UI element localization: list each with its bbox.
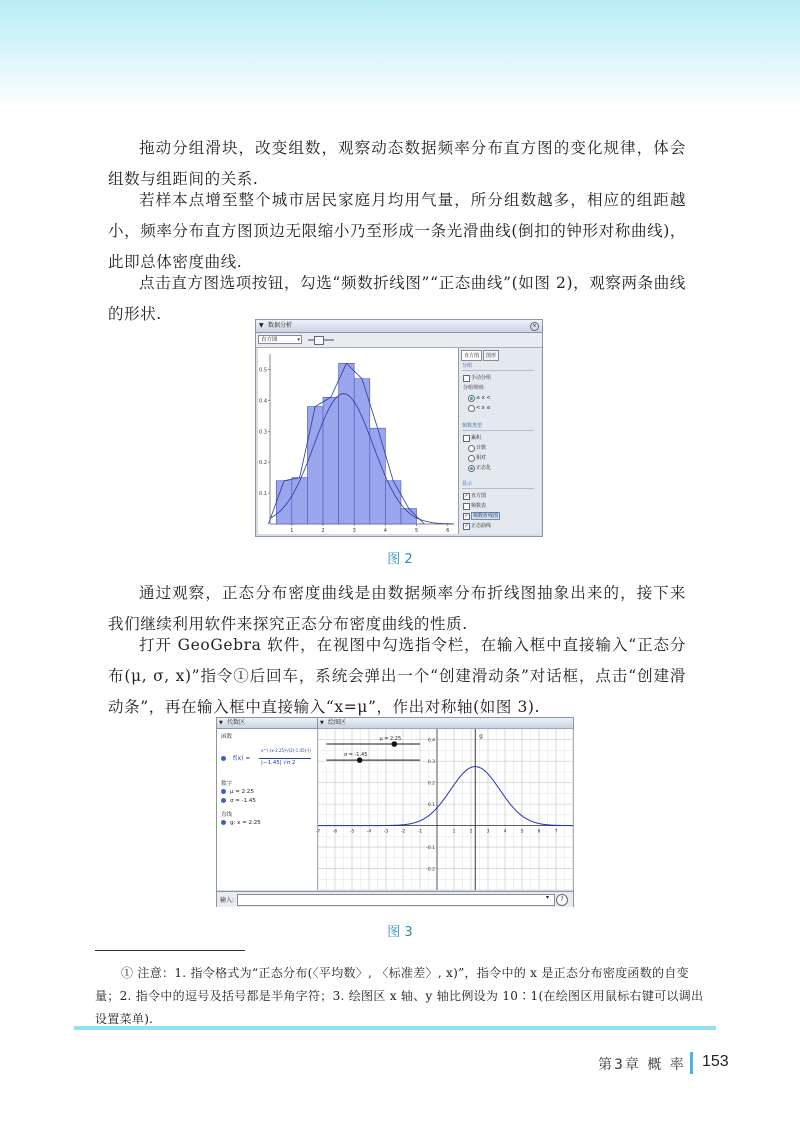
input-label: 输入: bbox=[220, 897, 235, 904]
line-header: 直线 bbox=[221, 812, 233, 818]
page-number: 153 bbox=[702, 1053, 729, 1070]
histogram-bar bbox=[385, 481, 401, 524]
x-tick-label: -1 bbox=[417, 829, 423, 835]
show-histogram-checkbox[interactable] bbox=[462, 491, 534, 501]
histogram-bar bbox=[339, 363, 355, 524]
show-normal-curve-checkbox[interactable] bbox=[462, 521, 534, 531]
histogram-bar bbox=[276, 481, 292, 524]
options-tabs bbox=[461, 350, 500, 361]
visibility-dot-icon[interactable] bbox=[221, 756, 226, 761]
func-denominator: |−1.45| √π 2 bbox=[261, 760, 296, 766]
display-option-label: 直方图 bbox=[471, 493, 487, 499]
x-tick-label: -4 bbox=[366, 829, 372, 835]
slider-label: σ = -1.45 bbox=[343, 752, 368, 759]
x-tick-label: 2 bbox=[321, 528, 325, 534]
paragraph-5: 打开 GeoGebra 软件，在视图中勾选指令栏，在输入框中直接输入“正态分布(μ, σ, x)”指令①后回车，系统会弹出一个“创建滑动条”对话框，点击“创建滑动条”，再在输入框中直接输入“x=μ”，作出对称轴(如图 3). bbox=[108, 636, 686, 716]
display-option-label: 频数表 bbox=[471, 503, 487, 509]
manual-group-label: 手动分组 bbox=[471, 375, 492, 381]
freq-option-label: 正态化 bbox=[476, 465, 492, 471]
visibility-dot-icon[interactable] bbox=[221, 798, 226, 803]
y-tick-label: 0.1 bbox=[427, 803, 435, 809]
chapter-label: 第3章 概 率 bbox=[598, 1057, 686, 1073]
rule-option-1[interactable] bbox=[462, 393, 534, 403]
algebra-titlebar bbox=[217, 718, 317, 729]
y-tick-label: 0.2 bbox=[259, 460, 267, 467]
graphics-view bbox=[315, 718, 573, 890]
x-tick-label: 3 bbox=[486, 829, 490, 835]
mu-item-text: μ = 2.25 bbox=[230, 789, 254, 795]
histogram-bar bbox=[307, 407, 323, 524]
rule-option-label: < x ≤ bbox=[476, 405, 491, 411]
checkbox-icon: ✓ bbox=[464, 493, 469, 499]
footer-rule bbox=[74, 1026, 716, 1030]
window-title: 数据分析 bbox=[268, 322, 293, 329]
line-item[interactable] bbox=[221, 820, 261, 826]
sigma-item-text: σ = -1.45 bbox=[230, 798, 256, 804]
y-tick-label: 0.4 bbox=[427, 738, 435, 744]
x-tick-label: 7 bbox=[554, 829, 558, 835]
y-tick-label: 0.5 bbox=[259, 367, 267, 374]
y-tick-label: -0.2 bbox=[426, 867, 435, 873]
group-header: 分组 bbox=[462, 362, 534, 371]
algebra-view bbox=[217, 718, 318, 890]
paragraph-4: 通过观察，正态分布密度曲线是由数据频率分布折线图抽象出来的，接下来我们继续利用软件来探究正态分布密度曲线的性质. bbox=[108, 584, 686, 633]
tab-histogram[interactable]: 直方图 bbox=[461, 350, 482, 361]
footnote-rule bbox=[95, 950, 245, 951]
checkbox-icon: ✓ bbox=[464, 513, 469, 519]
freq-count-radio[interactable] bbox=[462, 443, 534, 453]
radio-icon bbox=[468, 395, 475, 402]
display-section bbox=[462, 480, 534, 531]
histogram-plot bbox=[258, 348, 458, 534]
graphics-titlebar bbox=[318, 718, 573, 729]
freq-option-label: 相对 bbox=[476, 455, 487, 461]
checkbox-icon bbox=[463, 503, 470, 510]
histogram-bar bbox=[292, 478, 308, 524]
histogram-options-panel bbox=[458, 348, 541, 534]
x-tick-label: 4 bbox=[503, 829, 507, 835]
y-tick-label: 0.3 bbox=[259, 429, 267, 436]
close-icon[interactable]: × bbox=[530, 322, 539, 331]
y-tick-label: 0.2 bbox=[427, 781, 435, 787]
slider-knob bbox=[357, 757, 363, 763]
histogram-svg bbox=[258, 348, 458, 534]
freq-type-header: 频数类型 bbox=[462, 422, 534, 431]
checkbox-icon bbox=[463, 435, 470, 442]
func-lhs: f(x) = bbox=[233, 755, 251, 762]
radio-icon bbox=[468, 465, 475, 472]
footnote: ① 注意：1. 指令格式为“正态分布(〈平均数〉, 〈标准差〉, x)”，指令中的 x 是正态分布密度函数的自变量；2. 指令中的逗号及括号都是半角字符；3. 绘图区 x 轴、y 轴比例设为 10∶1(在绘图区用鼠标右键可以调出设置菜单). bbox=[95, 966, 704, 1026]
freq-normalized-radio[interactable] bbox=[462, 463, 534, 473]
x-tick-label: 4 bbox=[383, 528, 387, 534]
x-tick-label: -3 bbox=[383, 829, 389, 835]
toolbar bbox=[256, 333, 542, 348]
window-titlebar bbox=[256, 320, 542, 333]
command-input[interactable] bbox=[237, 894, 555, 906]
display-option-label: 频数折线图 bbox=[473, 513, 499, 519]
mu-item[interactable] bbox=[221, 789, 254, 795]
chevron-down-icon: ▾ bbox=[297, 337, 300, 343]
tab-graph[interactable]: 图形 bbox=[483, 350, 499, 361]
y-tick-label: 0.3 bbox=[427, 760, 435, 766]
group-section bbox=[462, 362, 534, 413]
rule-option-2[interactable] bbox=[462, 403, 534, 413]
footer-accent-bar bbox=[690, 1052, 693, 1074]
checkbox-icon bbox=[463, 375, 470, 382]
histogram-bar bbox=[354, 379, 370, 524]
line-item-text: g: x = 2.25 bbox=[230, 820, 261, 826]
x-tick-label: -5 bbox=[349, 829, 355, 835]
chevron-down-icon[interactable]: ▾ bbox=[545, 894, 549, 901]
show-freq-table-checkbox[interactable] bbox=[462, 501, 534, 511]
show-freq-polygon-checkbox[interactable] bbox=[462, 511, 534, 521]
input-bar bbox=[217, 891, 573, 907]
number-header: 数字 bbox=[221, 781, 233, 787]
help-icon[interactable]: ? bbox=[556, 894, 568, 906]
fraction-bar bbox=[259, 758, 311, 759]
figure-3-caption: 图 3 bbox=[387, 925, 413, 940]
slider-knob bbox=[391, 741, 397, 747]
x-tick-label: -2 bbox=[400, 829, 406, 835]
x-tick-label: 2 bbox=[469, 829, 473, 835]
checkbox-icon: ✓ bbox=[464, 523, 469, 529]
x-tick-label: 3 bbox=[352, 528, 356, 534]
x-tick-label: 6 bbox=[446, 528, 450, 534]
graphics-title: 绘图区 bbox=[328, 719, 347, 726]
x-tick-label: -6 bbox=[332, 829, 338, 835]
figure-3-window bbox=[216, 717, 574, 907]
x-tick-label: 5 bbox=[414, 528, 419, 534]
collapse-arrow-icon[interactable]: ▼ bbox=[259, 322, 264, 329]
x-tick-label: 6 bbox=[537, 829, 541, 835]
display-option-label: 正态曲线 bbox=[471, 523, 492, 529]
rule-option-label: ≤ x < bbox=[476, 395, 491, 401]
manual-group-checkbox[interactable] bbox=[462, 373, 534, 383]
x-tick-label: 1 bbox=[452, 829, 456, 835]
chart-type-select[interactable] bbox=[258, 335, 302, 344]
algebra-title: 代数区 bbox=[227, 719, 246, 726]
symmetry-line-label: g bbox=[479, 733, 483, 740]
y-tick-label: -0.1 bbox=[426, 846, 435, 852]
rule-label: 分组规则: bbox=[463, 385, 485, 391]
cumulative-label: 累积 bbox=[471, 435, 482, 441]
freq-option-label: 计数 bbox=[476, 445, 487, 451]
paragraph-3: 点击直方图选项按钮，勾选“频数折线图”“正态曲线”(如图 2)，观察两条曲线的形状. bbox=[108, 274, 686, 323]
x-tick-label: -7 bbox=[315, 829, 321, 835]
func-numerator: e^(-(x-2.25)²/(2(-1.45)²)) bbox=[261, 748, 311, 753]
function-formula[interactable] bbox=[233, 746, 313, 774]
radio-icon bbox=[468, 455, 475, 462]
func-header: 函数 bbox=[221, 734, 233, 740]
radio-icon bbox=[468, 405, 475, 412]
figure-2-caption: 图 2 bbox=[387, 552, 413, 567]
visibility-dot-icon[interactable] bbox=[221, 789, 226, 794]
group-slider[interactable] bbox=[308, 339, 334, 341]
radio-icon bbox=[468, 445, 475, 452]
paragraph-2: 若样本点增至整个城市居民家庭月均用气量，所分组数越多，相应的组距越小，频率分布直方图顶边无限缩小乃至形成一条光滑曲线(倒扣的钟形对称曲线)，此即总体密度曲线. bbox=[108, 191, 686, 271]
freq-relative-radio[interactable] bbox=[462, 453, 534, 463]
slider-label: μ = 2.25 bbox=[379, 736, 402, 743]
chart-type-value: 直方图 bbox=[261, 337, 278, 343]
sigma-item[interactable] bbox=[221, 798, 256, 804]
display-header: 显示 bbox=[462, 480, 534, 489]
slider-knob[interactable] bbox=[314, 336, 324, 345]
collapse-arrow-icon[interactable]: ▼ bbox=[320, 720, 324, 726]
graphics-svg[interactable] bbox=[315, 729, 573, 890]
x-tick-label: 1 bbox=[290, 528, 294, 534]
y-tick-label: 0.4 bbox=[259, 398, 267, 405]
cumulative-checkbox[interactable] bbox=[462, 433, 534, 443]
freq-type-section bbox=[462, 422, 534, 473]
collapse-arrow-icon[interactable]: ▼ bbox=[219, 720, 223, 726]
paragraph-1: 拖动分组滑块，改变组数，观察动态数据频率分布直方图的变化规律，体会组数与组距间的关系. bbox=[108, 139, 686, 188]
visibility-dot-icon[interactable] bbox=[221, 820, 226, 825]
y-tick-label: 0.1 bbox=[259, 491, 267, 498]
x-tick-label: 5 bbox=[520, 829, 524, 835]
figure-2-window bbox=[255, 319, 543, 537]
